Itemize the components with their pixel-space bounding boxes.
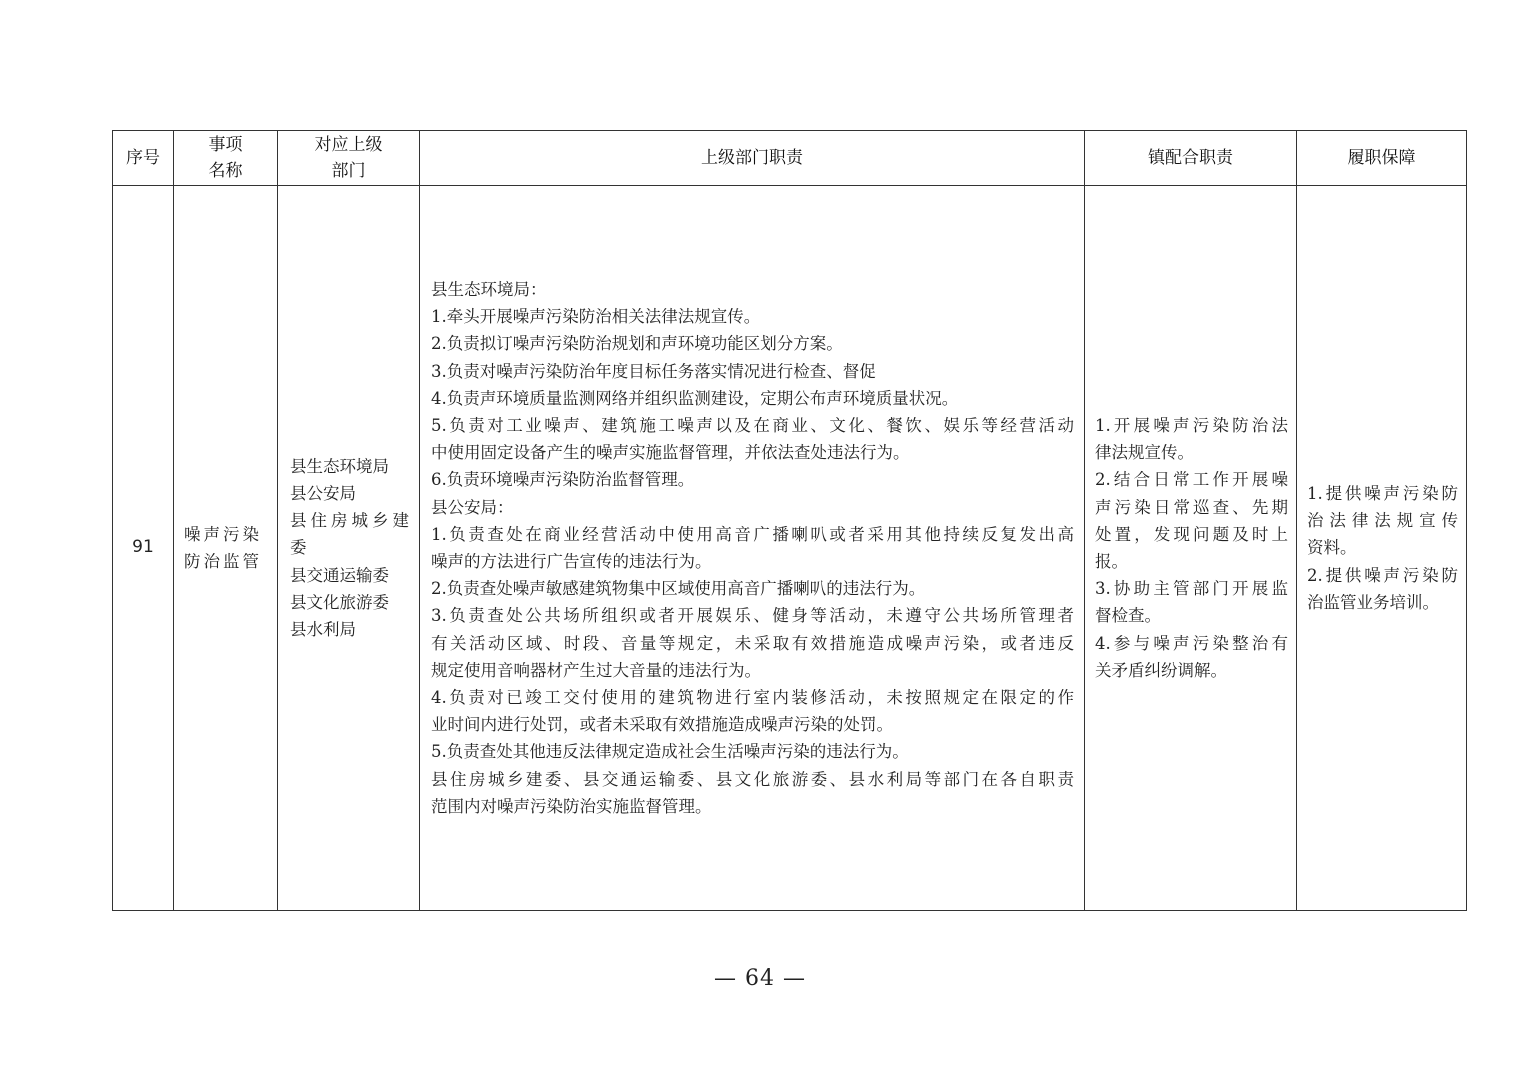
guarantee-line: 资料。: [1307, 538, 1357, 558]
header-superior-duties-label: 上级部门职责: [701, 148, 803, 168]
guarantee-line: 治监管业务培训。: [1307, 592, 1439, 612]
duty-line: 噪声的方法进行广告宣传的违法行为。: [431, 552, 712, 571]
town-duty-line: 律法规宣传。: [1095, 443, 1194, 463]
header-town-duties-label: 镇配合职责: [1148, 148, 1233, 168]
duty-line: 1.负责查处在商业经营活动中使用高音广播喇叭或者采用其他持续反复发出高: [431, 524, 1074, 544]
duty-line: 4.负责对已竣工交付使用的建筑物进行室内装修活动，未按照规定在限定的作: [431, 688, 1074, 708]
town-duty-line: 3.协助主管部门开展监: [1095, 579, 1288, 599]
duty-line: 5.负责对工业噪声、建筑施工噪声以及在商业、文化、餐饮、娱乐等经营活动: [431, 415, 1074, 435]
page-number: — 64 —: [714, 966, 806, 991]
duty-line: 2.负责拟订噪声污染防治规划和声环境功能区划分方案。: [431, 334, 843, 354]
duty-line: 规定使用音响器材产生过大音量的违法行为。: [431, 660, 761, 680]
town-duty-line: 督检查。: [1095, 606, 1161, 626]
duty-line: 范围内对噪声污染防治实施监督管理。: [431, 796, 712, 816]
duty-line: 2.负责查处噪声敏感建筑物集中区域使用高音广播喇叭的违法行为。: [431, 579, 926, 599]
guarantee-line: 1.提供噪声污染防: [1307, 483, 1458, 503]
department-item: 县交通运输委: [290, 565, 389, 585]
row-town-duties: [1085, 186, 1297, 911]
town-duty-line: 4.参与噪声污染整治有: [1095, 633, 1288, 653]
header-superior-department-line2: 部门: [331, 161, 366, 181]
town-duty-line: 处置，发现问题及时上: [1095, 524, 1288, 544]
duty-line: 县公安局：: [431, 497, 514, 517]
department-item: 县生态环境局: [290, 456, 389, 476]
duty-table: [112, 130, 1467, 911]
row-performance-guarantee: [1297, 186, 1467, 911]
header-performance-guarantee-label: 履职保障: [1347, 148, 1416, 168]
town-duty-line: 2.结合日常工作开展噪: [1095, 470, 1288, 490]
header-performance-guarantee: [1297, 131, 1467, 186]
duty-line: 县住房城乡建委、县交通运输委、县文化旅游委、县水利局等部门在各自职责: [431, 769, 1074, 789]
duty-line: 5.负责查处其他违反法律规定造成社会生活噪声污染的违法行为。: [431, 742, 909, 762]
town-duty-line: 关矛盾纠纷调解。: [1095, 660, 1227, 680]
duty-line: 县生态环境局：: [431, 279, 547, 299]
header-item-name-line1: 事项: [208, 135, 243, 155]
duty-line: 6.负责环境噪声污染防治监督管理。: [431, 470, 695, 490]
duty-line: 4.负责声环境质量监测网络并组织监测建设，定期公布声环境质量状况。: [431, 388, 959, 408]
duty-line: 业时间内进行处罚，或者未采取有效措施造成噪声污染的处罚。: [431, 715, 893, 735]
table-row: [113, 186, 1467, 911]
guarantee-line: 2.提供噪声污染防: [1307, 565, 1458, 585]
duty-line: 3.负责查处公共场所组织或者开展娱乐、健身等活动，未遵守公共场所管理者: [431, 606, 1074, 626]
department-item: 委: [290, 538, 307, 558]
header-serial-number-label: 序号: [126, 148, 160, 168]
department-item: 县住房城乡建: [290, 511, 409, 531]
header-superior-department-line1: 对应上级: [314, 135, 383, 155]
header-superior-department: [278, 131, 420, 186]
header-item-name-line2: 名称: [208, 161, 243, 181]
table-header: [113, 131, 1467, 186]
row-item-name: [174, 186, 278, 911]
item-name-line: 防治监管: [184, 552, 262, 571]
serial-number-value: 91: [132, 537, 154, 558]
guarantee-line: 治法律法规宣传: [1307, 511, 1458, 531]
header-town-duties: [1085, 131, 1297, 186]
duty-line: 中使用固定设备产生的噪声实施监督管理，并依法查处违法行为。: [431, 443, 910, 463]
department-item: 县水利局: [290, 620, 356, 639]
department-item: 县文化旅游委: [290, 592, 389, 612]
department-item: 县公安局: [290, 483, 356, 503]
header-item-name: [174, 131, 278, 186]
header-serial-number: [113, 131, 174, 186]
town-duty-line: 声污染日常巡查、先期: [1095, 497, 1288, 517]
header-row: [113, 131, 1467, 186]
header-superior-duties: [420, 131, 1085, 186]
row-superior-duties: [420, 186, 1085, 911]
row-superior-departments: [278, 186, 420, 911]
duty-line: 有关活动区域、时段、音量等规定，未采取有效措施造成噪声污染，或者违反: [431, 633, 1074, 653]
duty-line: 1.牵头开展噪声污染防治相关法律法规宣传。: [431, 307, 761, 327]
duty-line: 3.负责对噪声污染防治年度目标任务落实情况进行检查、督促: [431, 361, 876, 381]
item-name-line: 噪声污染: [184, 524, 262, 544]
town-duty-line: 1.开展噪声污染防治法: [1095, 415, 1288, 435]
town-duty-line: 报。: [1095, 552, 1128, 571]
row-serial-number: [113, 186, 174, 911]
